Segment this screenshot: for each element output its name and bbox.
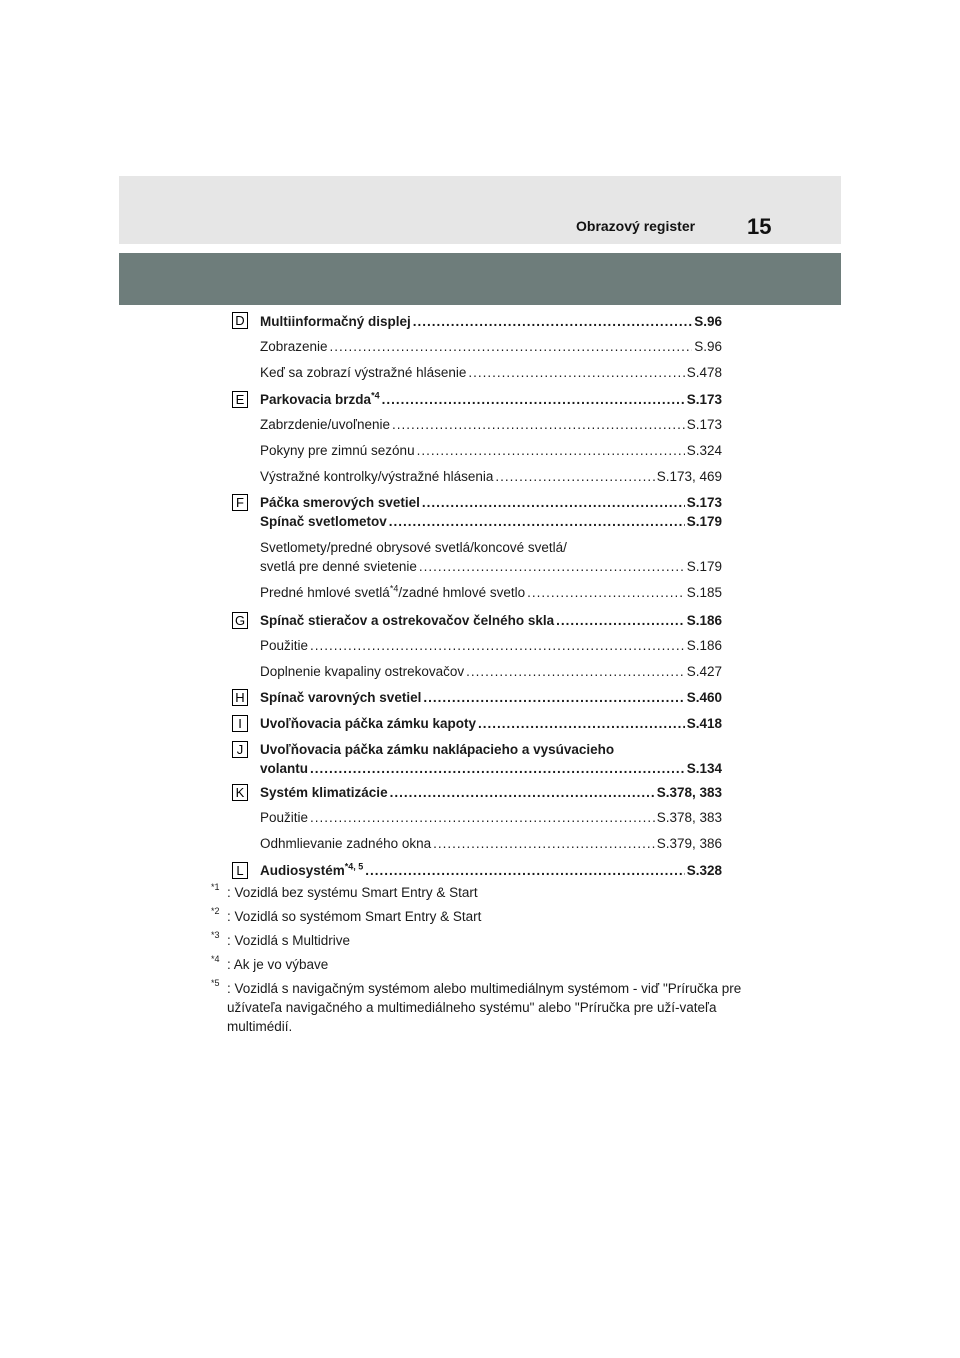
index-entry-main[interactable]: Uvoľňovacia páčka zámku kapoty ..... S.418	[260, 714, 722, 733]
index-entry-main[interactable]: Systém klimatizácie ..... S.378, 383	[260, 783, 722, 802]
index-entry-sub[interactable]: Zabrzdenie/uvoľnenie ..... S.173	[260, 415, 722, 434]
index-entry-sub[interactable]: Výstražné kontrolky/výstražné hlásenia ..... S.173, 469	[260, 467, 722, 486]
index-entry-sub[interactable]: Predné hmlové svetlá$^{*4}$/zadné hmlové svetlo ..... S.185	[260, 583, 722, 602]
footnote: *5 : Vozidlá s navigačným systémom alebo multimediálnym systémom - viď "Príručka pre užívateľa navigačného a multimediálneho systému" alebo "Príručka pre uží-vateľa multimédií.	[211, 978, 742, 1034]
section-title: Obrazový register	[576, 218, 696, 234]
index-entry-sub[interactable]: Odhmlievanie zadného okna ..... S.379, 386	[260, 834, 722, 853]
index-entry-main[interactable]: Páčka smerových svetiel ..... S.173	[260, 493, 722, 512]
header-band	[119, 176, 841, 244]
letter-badge-h: H	[232, 689, 248, 706]
index-entry-sub[interactable]: Zobrazenie ..... S.96	[260, 337, 722, 356]
index-entry-sub[interactable]: Použitie ..... S.186	[260, 636, 722, 655]
index-entry-sub[interactable]: Svetlomety/predné obrysové svetlá/koncové svetlá/ svetlá pre denné svietenie ..... S.179	[260, 538, 722, 576]
letter-badge-e: E	[232, 391, 248, 408]
letter-badge-i: I	[232, 715, 248, 732]
index-entry-main[interactable]: Spínač svetlometov ..... S.179	[260, 512, 722, 531]
index-entry-sub[interactable]: Pokyny pre zimnú sezónu ..... S.324	[260, 441, 722, 460]
letter-badge-j: J	[232, 741, 248, 758]
index-entry-main[interactable]: Spínač varovných svetiel ..... S.460	[260, 688, 722, 707]
index-entry-main[interactable]: Uvoľňovacia páčka zámku naklápacieho a vysúvacieho volantu ..... S.134	[260, 740, 722, 778]
section-banner	[119, 253, 841, 305]
footnote: *1 : Vozidlá bez systému Smart Entry & Start	[211, 882, 478, 900]
letter-badge-f: F	[232, 494, 248, 511]
index-entry-sub[interactable]: Použitie ..... S.378, 383	[260, 808, 722, 827]
index-entry-sub[interactable]: Keď sa zobrazí výstražné hlásenie ..... S.478	[260, 363, 722, 382]
letter-badge-l: L	[232, 862, 248, 879]
letter-badge-g: G	[232, 612, 248, 629]
index-entry-main[interactable]: Parkovacia brzda$^{*4}$ ..... S.173	[260, 390, 722, 409]
letter-badge-d: D	[232, 312, 248, 329]
index-entry-main[interactable]: Spínač stieračov a ostrekovačov čelného skla ..... S.186	[260, 611, 722, 630]
footnote: *4 : Ak je vo výbave	[211, 954, 329, 972]
letter-badge-k: K	[232, 784, 248, 801]
index-entry-main[interactable]: Multiinformačný displej ..... S.96	[260, 312, 722, 331]
footnote: *2 : Vozidlá so systémom Smart Entry & Start	[211, 906, 482, 924]
index-entry-sub[interactable]: Doplnenie kvapaliny ostrekovačov ..... S.427	[260, 662, 722, 681]
footnote: *3 : Vozidlá s Multidrive	[211, 930, 351, 948]
footnotes	[211, 883, 751, 1041]
page-number: 15	[747, 214, 772, 239]
index-entry-main[interactable]: Audiosystém$^{*4, 5}$ ..... S.328	[260, 861, 722, 880]
